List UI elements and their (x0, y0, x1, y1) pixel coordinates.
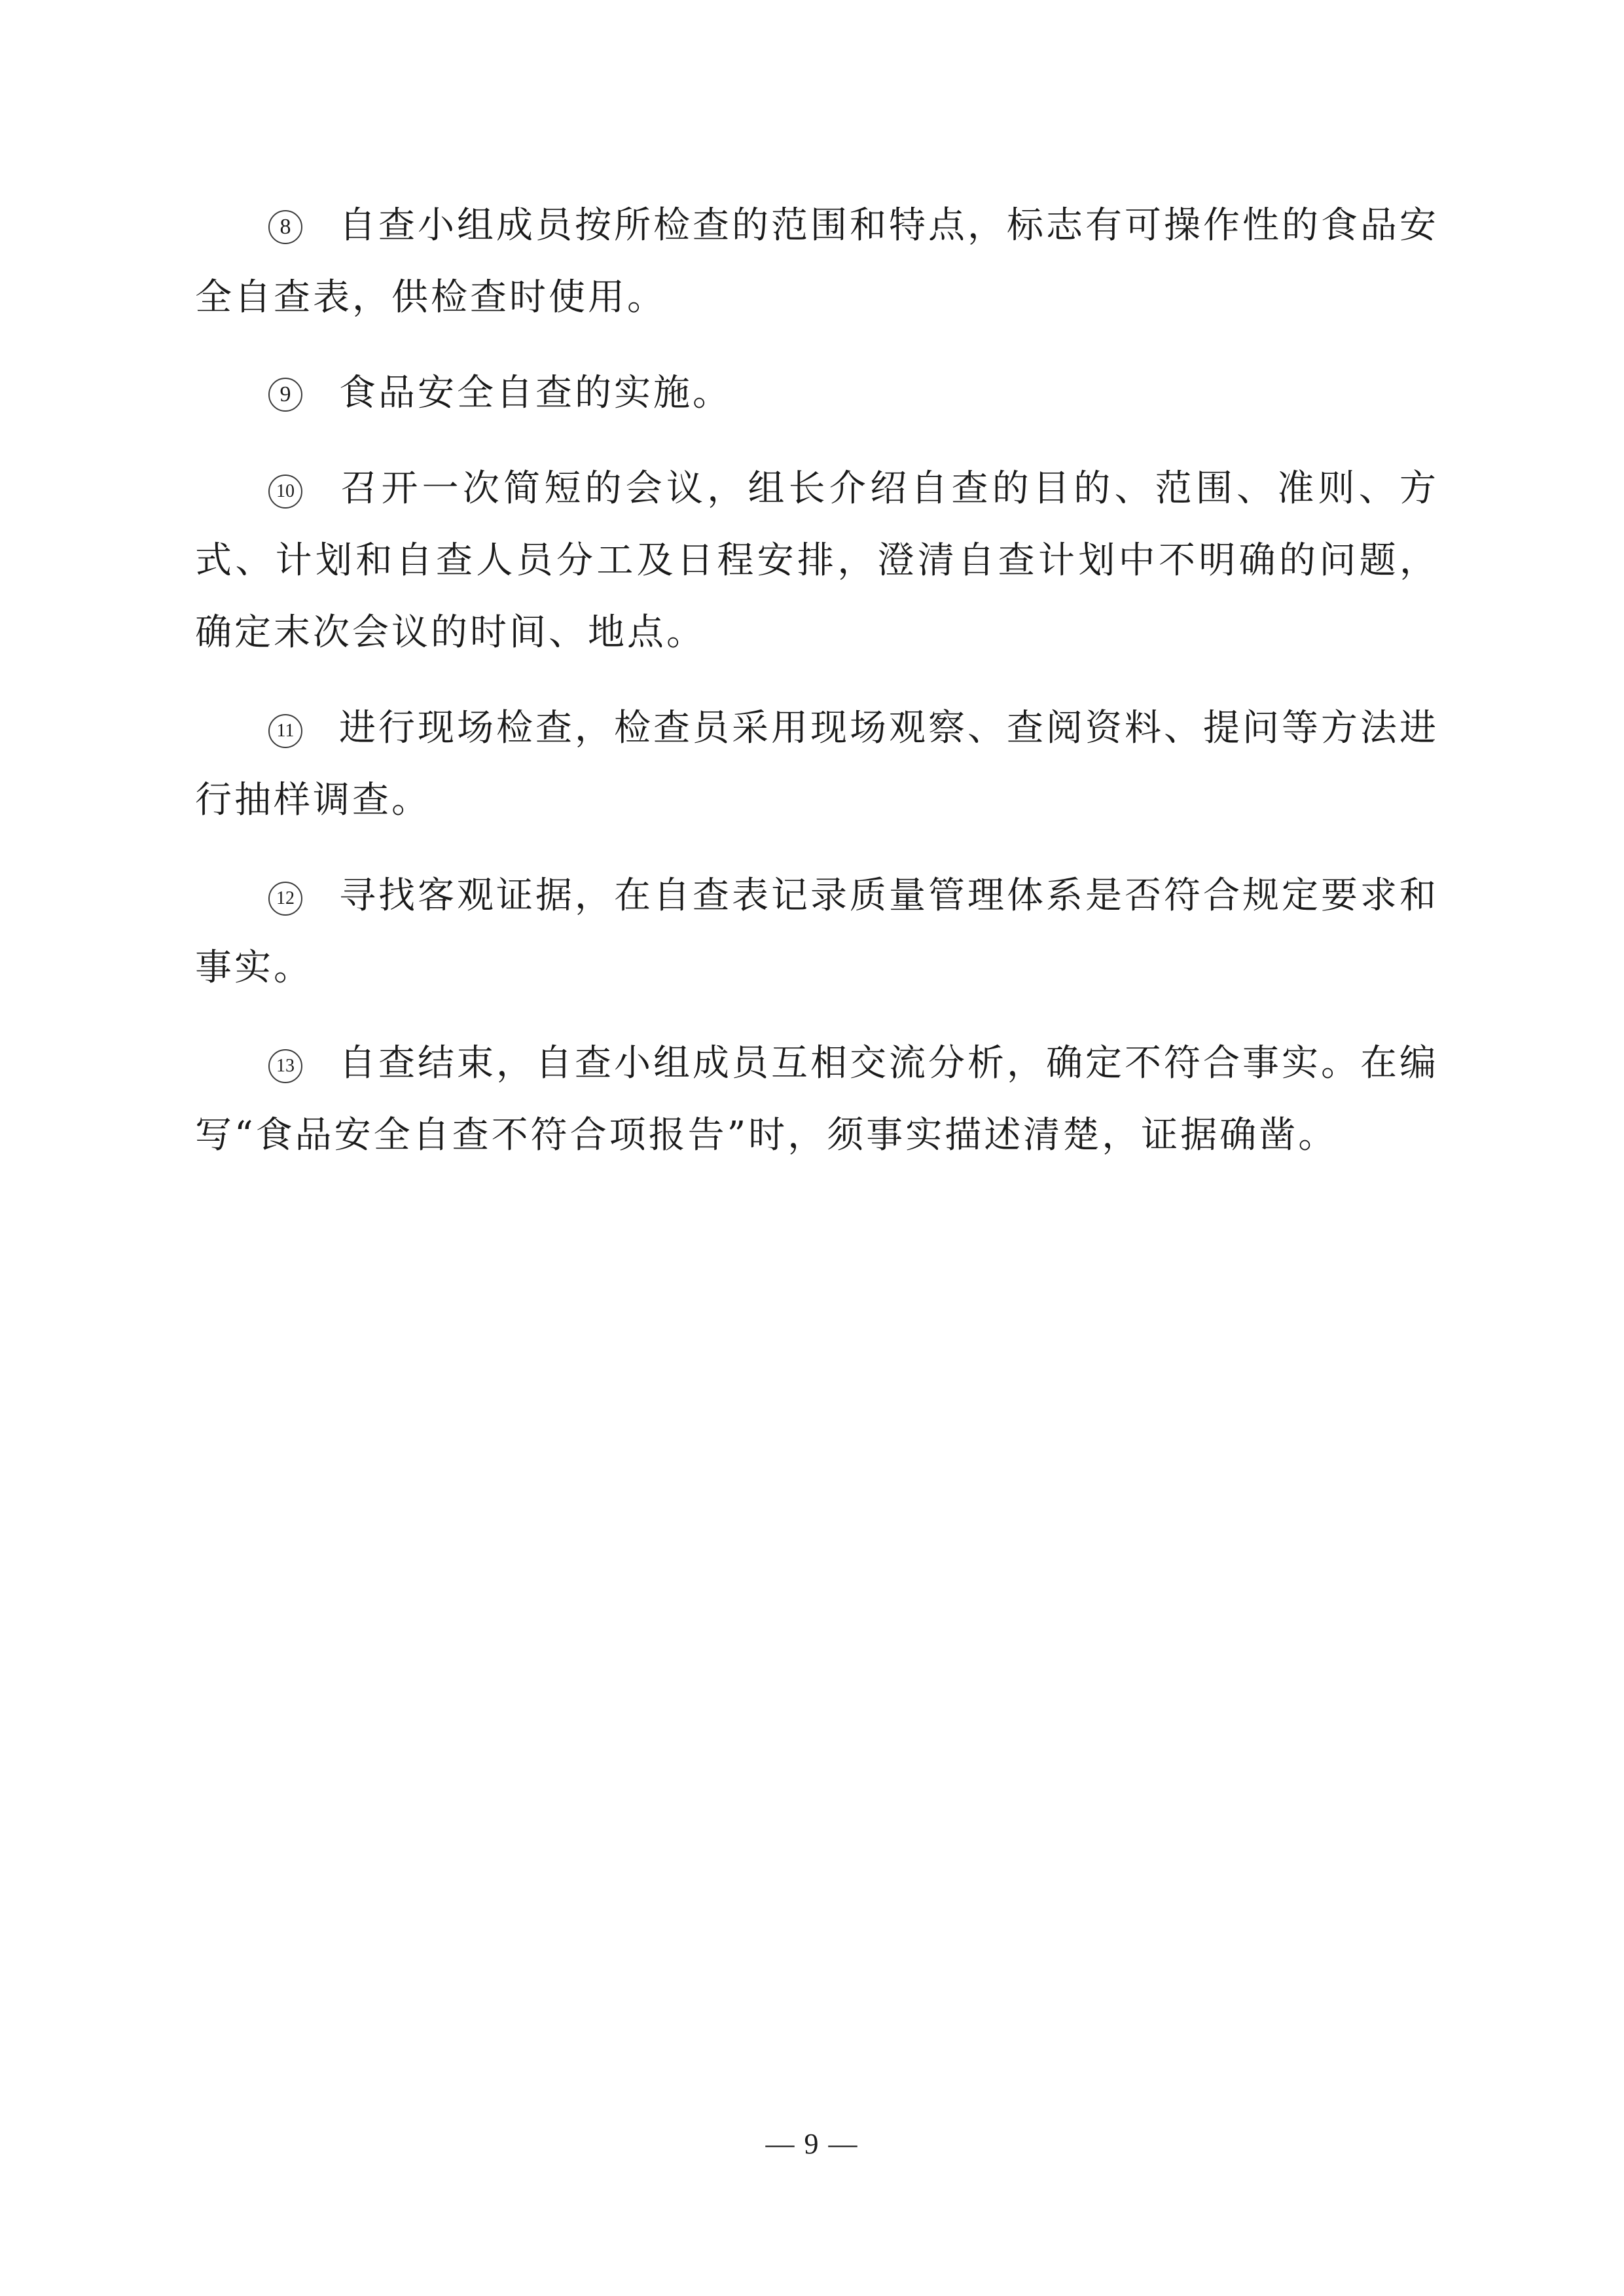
paragraph-item-13 (195, 1028, 1439, 1172)
paragraph-text: 自查结束，自查小组成员互相交流分析，确定不符合事实。在编写“食品安全自查不符合项报告”时，须事实描述清楚，证据确凿。 (195, 1042, 1439, 1157)
paragraph-text: 寻找客观证据，在自查表记录质量管理体系是否符合规定要求和事实。 (195, 874, 1439, 989)
paragraph-item-11 (195, 692, 1439, 836)
circled-number: 12 (268, 882, 302, 916)
document-body (195, 190, 1439, 1195)
paragraph-item-9 (195, 357, 1439, 429)
circled-number: 8 (268, 210, 302, 244)
paragraph-item-8 (195, 190, 1439, 334)
circled-number: 13 (268, 1049, 302, 1083)
paragraph-text: 自查小组成员按所检查的范围和特点，标志有可操作性的食品安全自查表，供检查时使用。 (195, 204, 1439, 319)
paragraph-item-10 (195, 453, 1439, 669)
circled-number: 9 (268, 378, 302, 412)
paragraph-item-12 (195, 860, 1439, 1004)
circled-number: 10 (268, 475, 302, 509)
page-number: — 9 — (765, 2128, 859, 2160)
paragraph-text: 召开一次简短的会议，组长介绍自查的目的、范围、准则、方式、计划和自查人员分工及日程安排，澄清自查计划中不明确的问题，确定末次会议的时间、地点。 (195, 467, 1439, 654)
circled-number: 11 (268, 714, 302, 748)
paragraph-text: 食品安全自查的实施。 (339, 372, 732, 414)
paragraph-text: 进行现场检查，检查员采用现场观察、查阅资料、提问等方法进行抽样调查。 (195, 707, 1439, 821)
